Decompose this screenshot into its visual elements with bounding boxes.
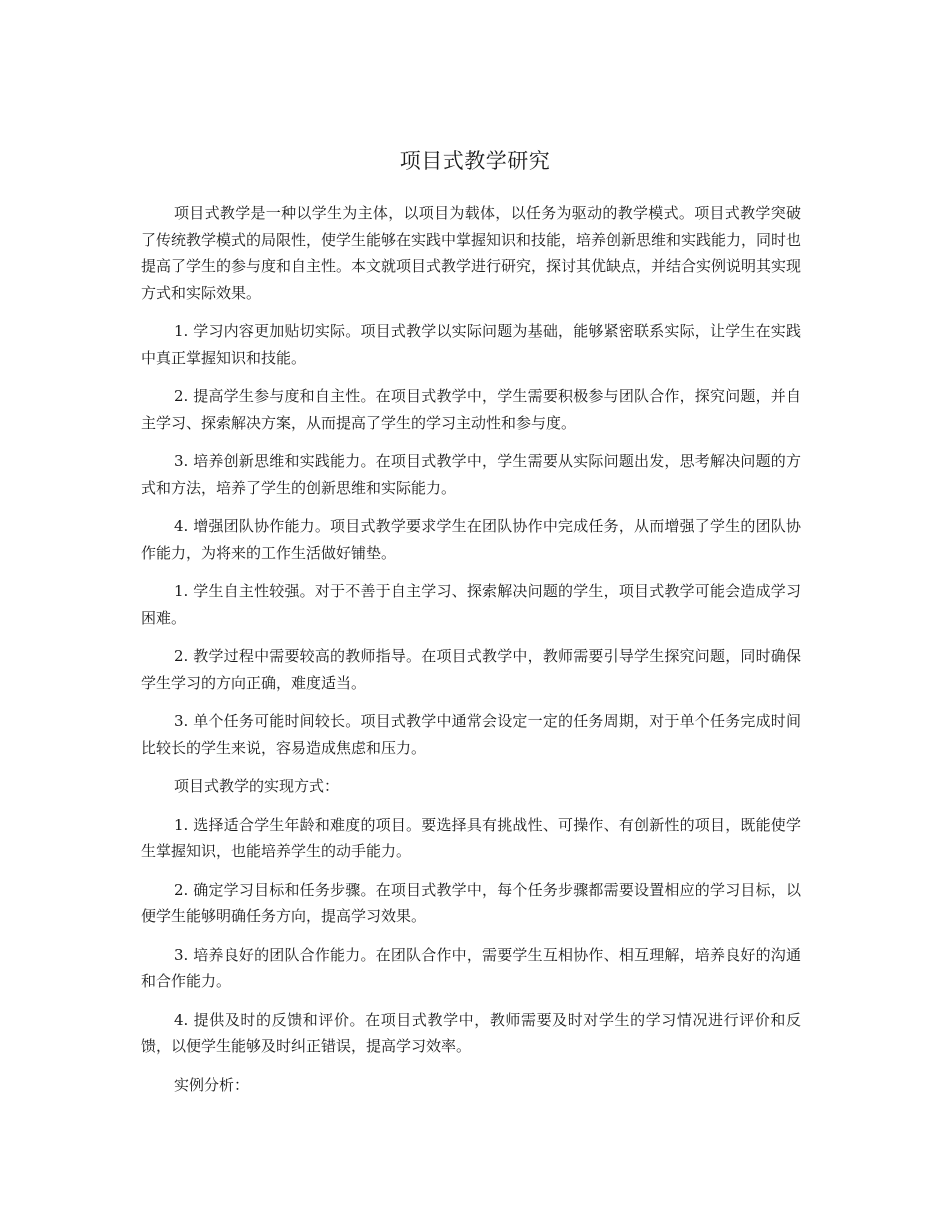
paragraph-implementation-heading: 项目式教学的实现方式： bbox=[174, 777, 340, 795]
paragraph-disadvantage-3: 3. 单个任务可能时间较长。项目式教学中通常会设定一定的任务周期，对于单个任务完成时间比较长的学生来说，容易造成焦虑和压力。 bbox=[141, 712, 801, 757]
paragraph-advantage-1: 1. 学习内容更加贴切实际。项目式教学以实际问题为基础，能够紧密联系实际，让学生在实践中真正掌握知识和技能。 bbox=[141, 322, 801, 367]
paragraph-implementation-3: 3. 培养良好的团队合作能力。在团队合作中，需要学生互相协作、相互理解，培养良好的沟通和合作能力。 bbox=[141, 945, 801, 990]
paragraph-intro: 项目式教学是一种以学生为主体，以项目为载体，以任务为驱动的教学模式。项目式教学突破了传统教学模式的局限性，使学生能够在实践中掌握知识和技能，培养创新思维和实践能力，同时也提高了学生的参与度和自主性。本文就项目式教学进行研究，探讨其优缺点，并结合实例说明其实现方式和实际效果。 bbox=[141, 204, 802, 302]
paragraph-advantage-3: 3. 培养创新思维和实践能力。在项目式教学中，学生需要从实际问题出发，思考解决问题的方式和方法，培养了学生的创新思维和实际能力。 bbox=[141, 452, 801, 497]
document-body bbox=[141, 200, 801, 1110]
paragraph-disadvantage-2: 2. 教学过程中需要较高的教师指导。在项目式教学中，教师需要引导学生探究问题，同时确保学生学习的方向正确，难度适当。 bbox=[141, 647, 801, 692]
paragraph-advantage-2: 2. 提高学生参与度和自主性。在项目式教学中，学生需要积极参与团队合作，探究问题，并自主学习、探索解决方案，从而提高了学生的学习主动性和参与度。 bbox=[141, 387, 801, 432]
paragraph-implementation-1: 1. 选择适合学生年龄和难度的项目。要选择具有挑战性、可操作、有创新性的项目，既能使学生掌握知识，也能培养学生的动手能力。 bbox=[141, 815, 801, 860]
paragraph-implementation-2: 2. 确定学习目标和任务步骤。在项目式教学中，每个任务步骤都需要设置相应的学习目标，以便学生能够明确任务方向，提高学习效果。 bbox=[141, 880, 801, 925]
paragraph-example-heading: 实例分析： bbox=[174, 1075, 250, 1094]
paragraph-implementation-4: 4. 提供及时的反馈和评价。在项目式教学中，教师需要及时对学生的学习情况进行评价和反馈，以便学生能够及时纠正错误，提高学习效率。 bbox=[141, 1010, 801, 1055]
paragraph-disadvantage-1: 1. 学生自主性较强。对于不善于自主学习、探索解决问题的学生，项目式教学可能会造成学习困难。 bbox=[141, 582, 801, 627]
document-title: 项目式教学研究 bbox=[399, 149, 551, 173]
paragraph-advantage-4: 4. 增强团队协作能力。项目式教学要求学生在团队协作中完成任务，从而增强了学生的团队协作能力，为将来的工作生活做好铺垫。 bbox=[141, 517, 801, 562]
